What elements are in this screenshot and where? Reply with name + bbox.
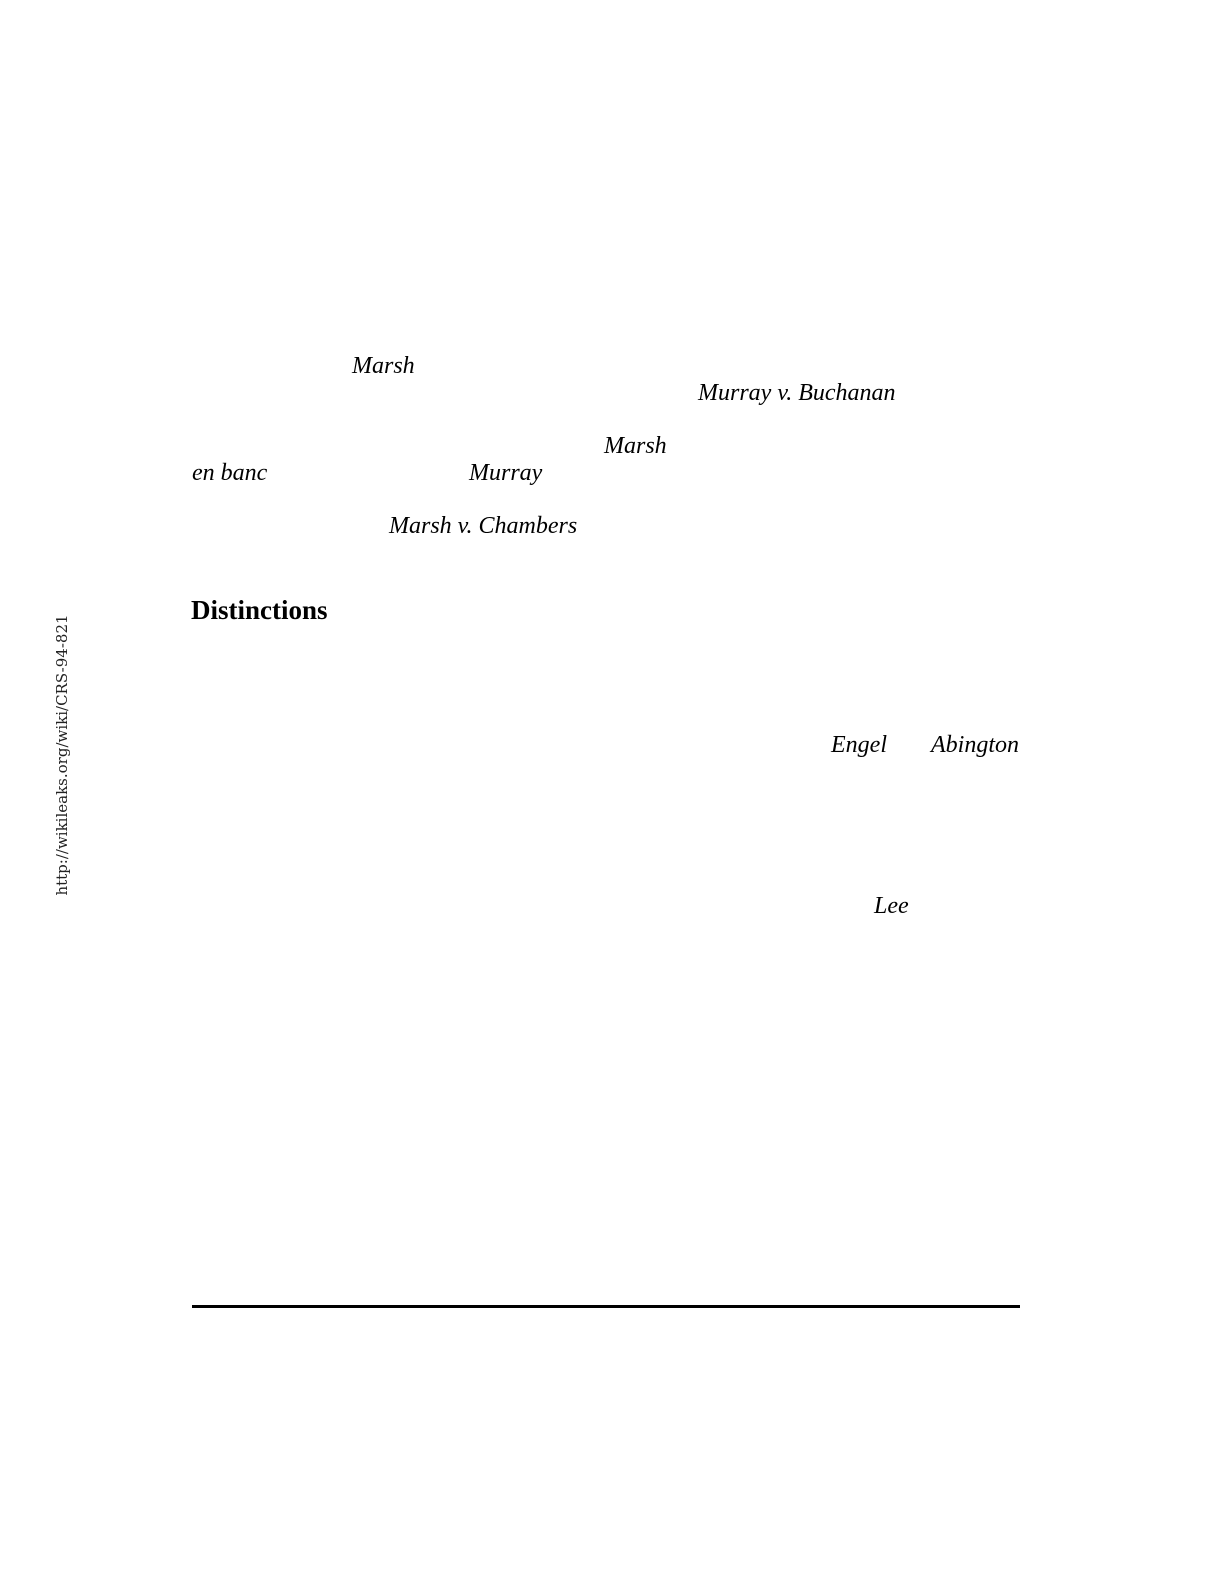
case-name-engel: Engel xyxy=(831,732,887,758)
case-name-murray-v-buchanan: Murray v. Buchanan xyxy=(698,380,896,406)
case-name-lee: Lee xyxy=(874,893,909,919)
section-heading-distinctions: Distinctions xyxy=(191,595,328,625)
case-name-abington: Abington xyxy=(931,732,1019,758)
latin-term-en-banc: en banc xyxy=(192,460,268,486)
case-name-marsh: Marsh xyxy=(604,433,667,459)
case-name-marsh-v-chambers: Marsh v. Chambers xyxy=(389,513,578,539)
margin-source-url: http://wikileaks.org/wiki/CRS-94-821 xyxy=(53,614,71,896)
case-name-murray: Murray xyxy=(469,460,543,486)
case-name-marsh: Marsh xyxy=(352,353,415,379)
footnote-separator-rule xyxy=(192,1305,1020,1308)
